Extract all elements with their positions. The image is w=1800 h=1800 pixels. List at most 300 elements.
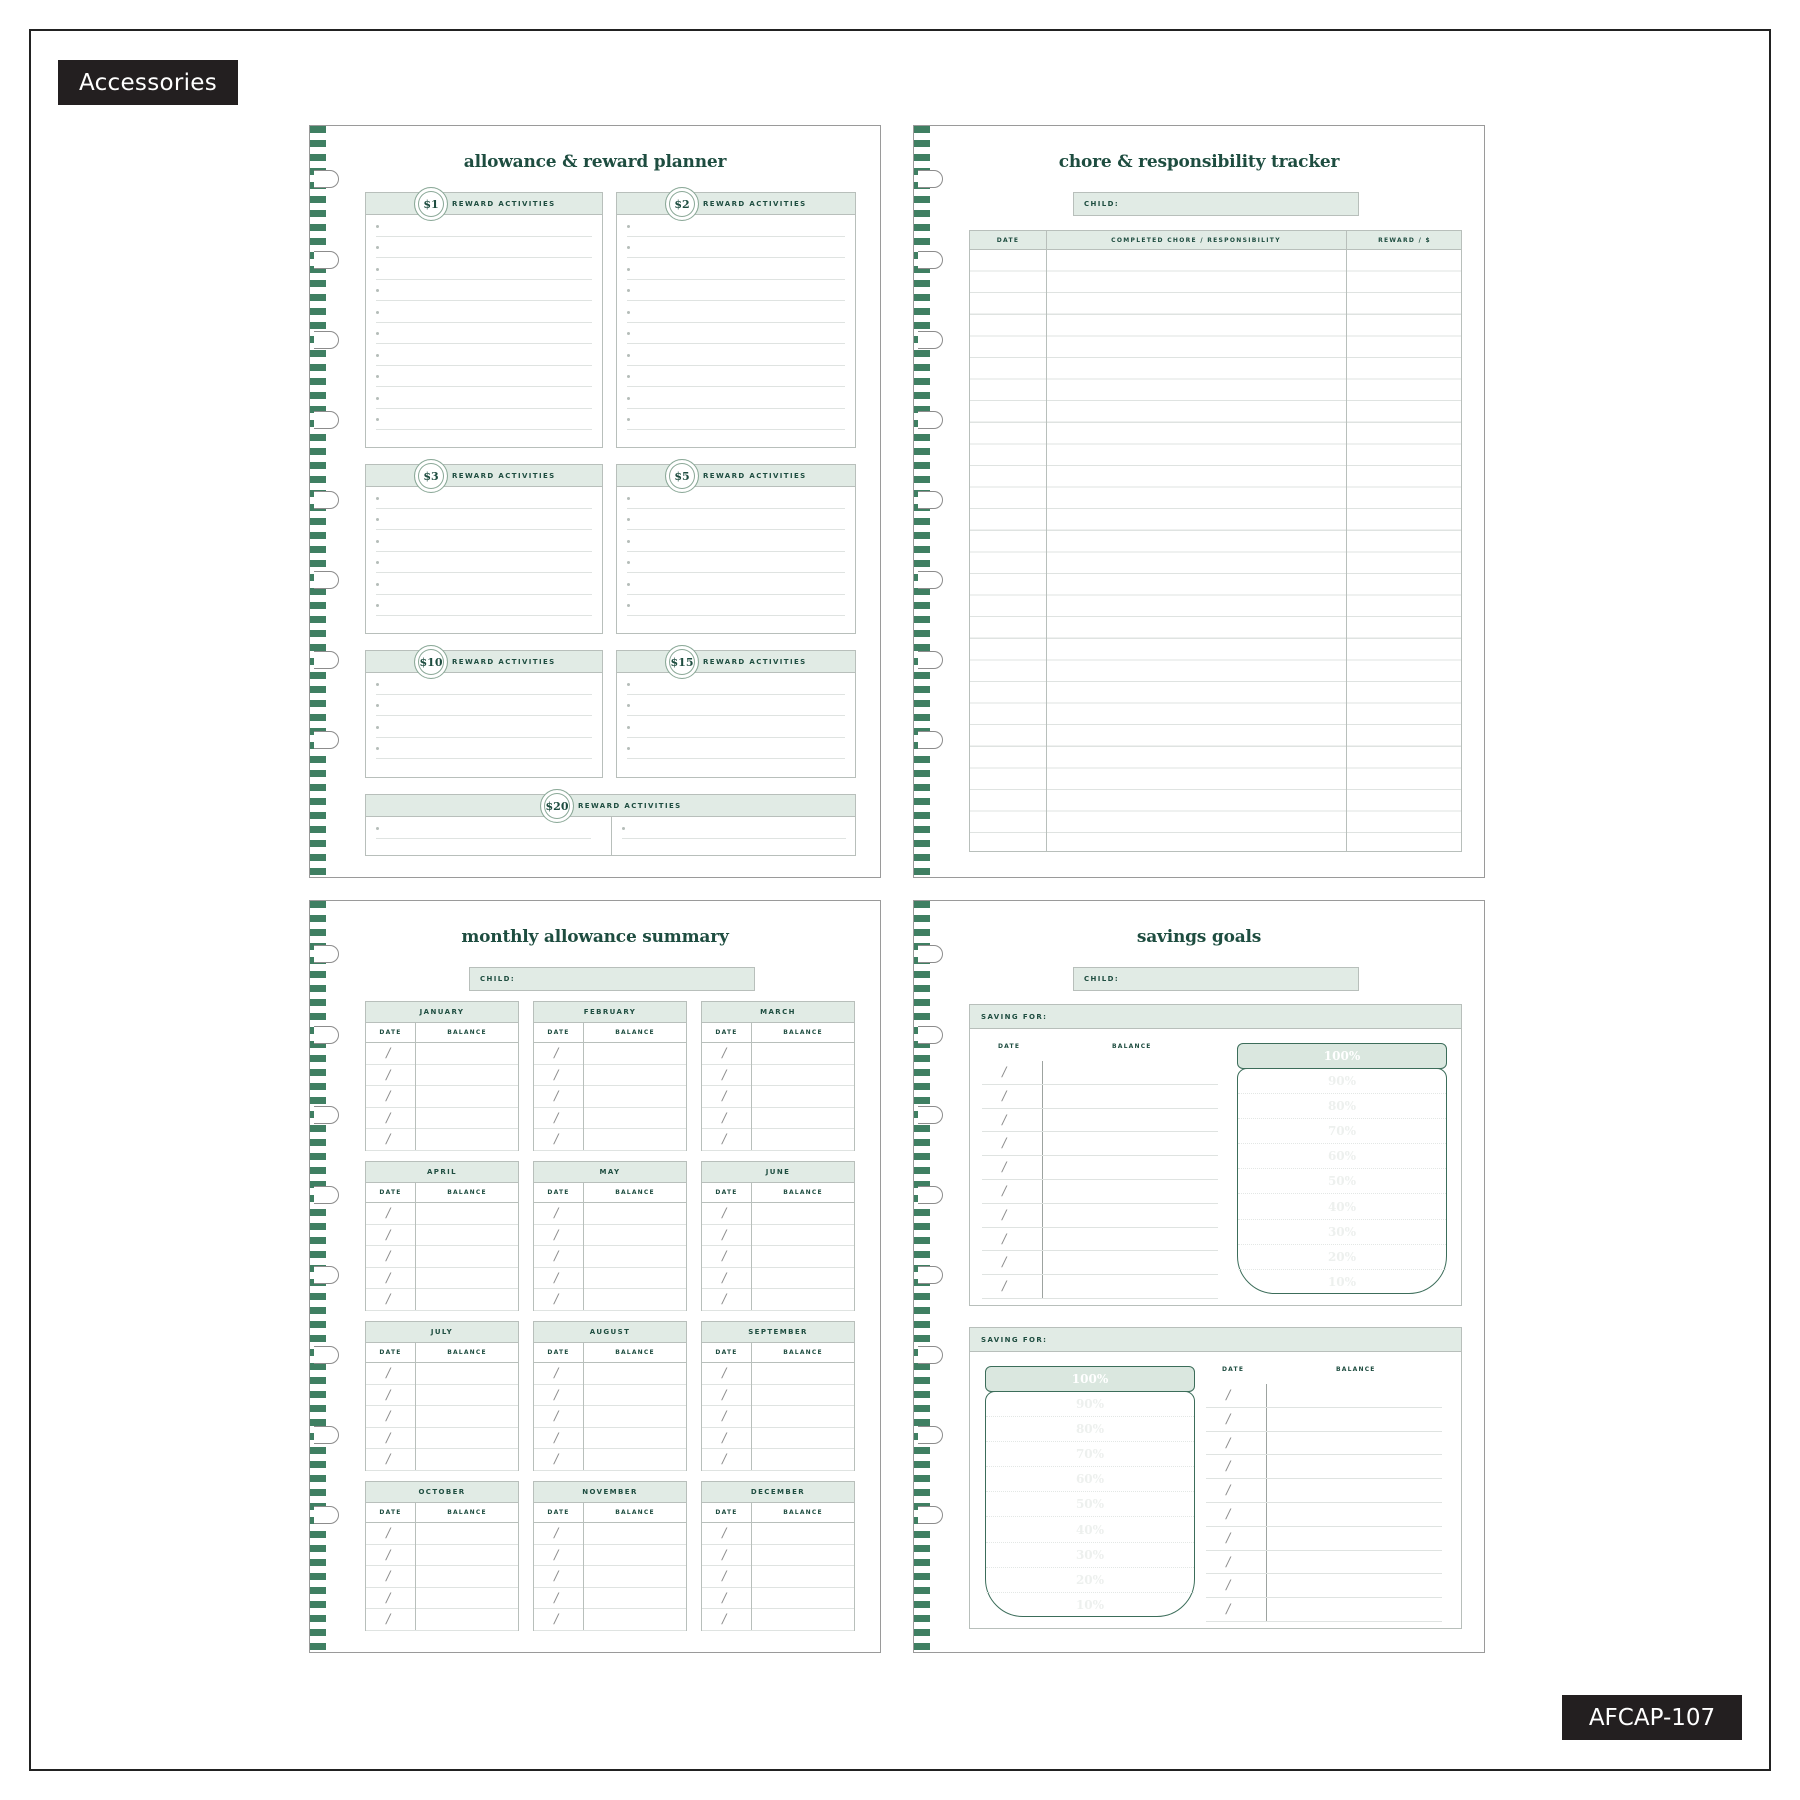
date-slash: / [1224, 1506, 1232, 1522]
date-slash: / [1224, 1530, 1232, 1546]
entry-row[interactable] [534, 1129, 686, 1151]
date-slash: / [552, 1132, 560, 1147]
activity-line[interactable] [376, 280, 592, 302]
entry-row[interactable] [366, 1065, 518, 1087]
saving-for-field[interactable] [970, 1328, 1461, 1352]
jar-level-label: 70% [986, 1442, 1194, 1467]
activity-line[interactable] [376, 387, 592, 409]
date-slash: / [1000, 1136, 1008, 1152]
ledger-row[interactable] [982, 1156, 1218, 1180]
binder-ring [314, 1426, 339, 1444]
month-name: JANUARY [419, 1008, 465, 1016]
date-slash: / [552, 1526, 560, 1541]
month-header [534, 1482, 686, 1503]
reward-box [616, 464, 856, 634]
ledger-row[interactable] [982, 1180, 1218, 1204]
month-columns [534, 1183, 686, 1203]
balance-label: BALANCE [447, 1029, 487, 1036]
activity-line[interactable] [376, 237, 592, 259]
activity-line[interactable] [627, 323, 845, 345]
month-header [702, 1002, 854, 1023]
binder-ring [314, 945, 339, 963]
binder-ring [918, 170, 943, 188]
binder-ring [918, 731, 943, 749]
entry-row[interactable] [366, 1449, 518, 1471]
month-box [533, 1321, 687, 1471]
date-label: DATE [715, 1509, 738, 1516]
child-field[interactable] [1073, 967, 1359, 991]
entry-row[interactable] [534, 1588, 686, 1610]
activity-line[interactable] [627, 344, 845, 366]
entry-row[interactable] [534, 1225, 686, 1247]
activity-line[interactable] [376, 344, 592, 366]
entry-row[interactable] [702, 1523, 854, 1545]
balance-label: BALANCE [1112, 1043, 1152, 1050]
reward-box-header [366, 651, 602, 673]
amount-badge: $15 [665, 645, 699, 679]
date-slash: / [552, 1547, 560, 1563]
entry-row[interactable] [702, 1289, 854, 1311]
entry-row[interactable] [702, 1268, 854, 1290]
entry-row[interactable] [702, 1545, 854, 1567]
entry-row[interactable] [534, 1268, 686, 1290]
activity-line[interactable] [627, 509, 845, 531]
balance-label: BALANCE [447, 1509, 487, 1516]
entry-row[interactable] [366, 1086, 518, 1108]
binder-ring [918, 491, 943, 509]
ledger-row[interactable] [982, 1085, 1218, 1109]
child-label: CHILD: [1084, 975, 1120, 983]
activity-line[interactable] [627, 716, 845, 738]
reward-box-header [617, 193, 855, 215]
jar-level-label: 80% [986, 1417, 1194, 1442]
date-slash: / [552, 1409, 560, 1424]
month-name: MAY [599, 1168, 621, 1176]
entry-row[interactable] [366, 1043, 518, 1065]
ledger-row[interactable] [1206, 1551, 1442, 1575]
balance-label: BALANCE [783, 1189, 823, 1196]
entry-row[interactable] [366, 1385, 518, 1407]
entry-row[interactable] [366, 1203, 518, 1225]
ledger-row[interactable] [982, 1061, 1218, 1085]
entry-row[interactable] [534, 1385, 686, 1407]
month-columns [702, 1503, 854, 1523]
activity-line[interactable] [627, 366, 845, 388]
date-slash: / [384, 1526, 392, 1541]
month-header [534, 1002, 686, 1023]
month-header [534, 1322, 686, 1343]
month-box [701, 1161, 855, 1311]
month-name: OCTOBER [418, 1488, 466, 1496]
date-slash: / [552, 1067, 560, 1083]
entry-row[interactable] [366, 1406, 518, 1428]
entry-row[interactable] [702, 1566, 854, 1588]
activity-line[interactable] [627, 595, 845, 617]
entry-row[interactable] [702, 1428, 854, 1450]
activity-line[interactable] [376, 716, 592, 738]
date-slash: / [552, 1206, 560, 1221]
activity-line[interactable] [376, 409, 592, 431]
date-label: DATE [547, 1349, 570, 1356]
binder-ring [918, 1186, 943, 1204]
child-field[interactable] [1073, 192, 1359, 216]
binder-ring [314, 170, 339, 188]
binder-ring [314, 1346, 339, 1364]
date-slash: / [720, 1569, 728, 1584]
entry-row[interactable] [534, 1523, 686, 1545]
month-columns [534, 1023, 686, 1043]
activity-line[interactable] [376, 530, 592, 552]
date-slash: / [384, 1409, 392, 1424]
activity-line[interactable] [376, 695, 592, 717]
date-slash: / [720, 1206, 728, 1221]
jar-level-label: 50% [986, 1492, 1194, 1517]
reward-box-header [366, 795, 855, 817]
entry-row[interactable] [534, 1203, 686, 1225]
activity-line[interactable] [376, 509, 592, 531]
entry-row[interactable] [702, 1225, 854, 1247]
ledger-row[interactable] [1206, 1598, 1442, 1622]
jar-level-label: 10% [1327, 1275, 1357, 1290]
entry-row[interactable] [534, 1545, 686, 1567]
amount-badge: $5 [665, 459, 699, 493]
reward-box-header [617, 651, 855, 673]
entry-row[interactable] [366, 1609, 518, 1631]
reward-activities-label: REWARD ACTIVITIES [703, 200, 807, 208]
month-header [366, 1322, 518, 1343]
date-slash: / [720, 1366, 728, 1381]
date-slash: / [1224, 1459, 1232, 1475]
entry-row[interactable] [702, 1065, 854, 1087]
jar-level-label: 100% [1071, 1372, 1109, 1386]
month-columns [534, 1343, 686, 1363]
entry-row[interactable] [366, 1268, 518, 1290]
binder-ring [314, 491, 339, 509]
activity-line[interactable] [627, 258, 845, 280]
ledger-row[interactable] [1206, 1455, 1442, 1479]
date-slash: / [552, 1569, 560, 1584]
date-slash: / [384, 1292, 392, 1307]
entry-row[interactable] [366, 1108, 518, 1130]
entry-row[interactable] [702, 1108, 854, 1130]
month-header [702, 1322, 854, 1343]
jar-level-label: 30% [986, 1543, 1194, 1568]
date-slash: / [720, 1590, 728, 1606]
column-header-reward: REWARD / $ [1378, 237, 1431, 244]
date-label: DATE [379, 1189, 402, 1196]
activity-line[interactable] [627, 552, 845, 574]
month-header [702, 1162, 854, 1183]
reward-activities-label: REWARD ACTIVITIES [578, 802, 682, 810]
entry-row[interactable] [534, 1289, 686, 1311]
activity-line[interactable] [376, 817, 591, 839]
activity-line[interactable] [376, 738, 592, 760]
balance-label: BALANCE [615, 1029, 655, 1036]
month-columns [534, 1503, 686, 1523]
reward-planner-page [309, 125, 881, 878]
entry-row[interactable] [366, 1566, 518, 1588]
month-box [533, 1481, 687, 1631]
date-slash: / [384, 1430, 392, 1446]
month-box [533, 1161, 687, 1311]
binder-ring [918, 651, 943, 669]
jar-level-label: 20% [1238, 1245, 1446, 1270]
entry-row[interactable] [702, 1406, 854, 1428]
amount-badge: $20 [540, 789, 574, 823]
page-title: savings goals [1136, 927, 1262, 947]
month-header [702, 1482, 854, 1503]
entry-row[interactable] [534, 1108, 686, 1130]
entry-row[interactable] [534, 1449, 686, 1471]
entry-row[interactable] [534, 1406, 686, 1428]
activity-line[interactable] [627, 673, 845, 695]
table-rows[interactable] [970, 250, 1461, 851]
child-label: CHILD: [1084, 200, 1120, 208]
month-columns [366, 1183, 518, 1203]
binder-ring [918, 1506, 943, 1524]
activity-line[interactable] [627, 530, 845, 552]
entry-row[interactable] [534, 1609, 686, 1631]
entry-row[interactable] [366, 1523, 518, 1545]
activity-lines [376, 817, 591, 839]
activity-line[interactable] [627, 487, 845, 509]
date-slash: / [384, 1612, 392, 1627]
jar-level-label: 30% [1238, 1220, 1446, 1245]
saving-for-field[interactable] [970, 1005, 1461, 1029]
activity-line[interactable] [622, 817, 846, 839]
date-label: DATE [715, 1349, 738, 1356]
ledger-row[interactable] [1206, 1408, 1442, 1432]
date-slash: / [720, 1249, 728, 1264]
activity-lines [622, 817, 846, 839]
date-slash: / [384, 1249, 392, 1264]
savings-goal-box [969, 1327, 1462, 1629]
binder-ring [918, 1266, 943, 1284]
balance-label: BALANCE [447, 1349, 487, 1356]
date-slash: / [1000, 1183, 1008, 1199]
jar-level-label: 40% [1238, 1194, 1446, 1219]
activity-line[interactable] [627, 738, 845, 760]
ledger-row[interactable] [1206, 1527, 1442, 1551]
amount-badge: $10 [414, 645, 448, 679]
activity-line[interactable] [376, 366, 592, 388]
date-label: DATE [715, 1189, 738, 1196]
date-slash: / [384, 1067, 392, 1083]
month-columns [702, 1183, 854, 1203]
date-slash: / [720, 1089, 728, 1104]
month-name: FEBRUARY [583, 1008, 637, 1016]
jar-level-label: 60% [986, 1467, 1194, 1492]
date-slash: / [384, 1132, 392, 1147]
entry-row[interactable] [702, 1588, 854, 1610]
entry-row[interactable] [702, 1449, 854, 1471]
date-slash: / [720, 1110, 728, 1126]
activity-line[interactable] [627, 409, 845, 431]
date-slash: / [1000, 1065, 1008, 1080]
entry-row[interactable] [702, 1203, 854, 1225]
activity-line[interactable] [376, 573, 592, 595]
ledger-row[interactable] [1206, 1384, 1442, 1408]
activity-line[interactable] [376, 323, 592, 345]
jar-lid [1237, 1043, 1447, 1069]
month-box [365, 1481, 519, 1631]
entry-row[interactable] [702, 1086, 854, 1108]
entry-row[interactable] [534, 1065, 686, 1087]
month-box [365, 1001, 519, 1151]
entry-row[interactable] [702, 1043, 854, 1065]
jar-level-label: 100% [1323, 1049, 1361, 1063]
binder-ring [314, 651, 339, 669]
entry-row[interactable] [366, 1545, 518, 1567]
activity-line[interactable] [376, 673, 592, 695]
date-slash: / [720, 1046, 728, 1061]
column-header-date: DATE [996, 237, 1020, 244]
reward-box [616, 192, 856, 448]
entry-row[interactable] [366, 1363, 518, 1385]
entry-row[interactable] [702, 1246, 854, 1268]
month-name: AUGUST [589, 1328, 631, 1336]
ledger-row[interactable] [1206, 1503, 1442, 1527]
date-slash: / [552, 1430, 560, 1446]
activity-line[interactable] [627, 237, 845, 259]
date-slash: / [384, 1452, 392, 1467]
entry-row[interactable] [702, 1363, 854, 1385]
reward-box-wide [365, 794, 856, 856]
jar-level-label: 90% [986, 1392, 1194, 1417]
reward-box [365, 464, 603, 634]
entry-row[interactable] [702, 1385, 854, 1407]
ledger-row[interactable] [982, 1251, 1218, 1275]
activity-line[interactable] [376, 552, 592, 574]
category-tag: Accessories [58, 60, 238, 105]
entry-row[interactable] [366, 1246, 518, 1268]
binder-ring [918, 945, 943, 963]
date-slash: / [552, 1227, 560, 1243]
page-title: chore & responsibility tracker [1058, 152, 1340, 172]
month-box [365, 1161, 519, 1311]
date-slash: / [384, 1547, 392, 1563]
date-slash: / [552, 1089, 560, 1104]
monthly-summary-page [309, 900, 881, 1653]
entry-row[interactable] [702, 1129, 854, 1151]
date-slash: / [1224, 1483, 1232, 1499]
month-columns [366, 1343, 518, 1363]
month-header [366, 1002, 518, 1023]
activity-line[interactable] [627, 301, 845, 323]
entry-row[interactable] [366, 1588, 518, 1610]
ledger-row[interactable] [982, 1275, 1218, 1299]
savings-goal-box [969, 1004, 1462, 1306]
ledger-row[interactable] [982, 1228, 1218, 1252]
month-name: JULY [430, 1328, 454, 1336]
activity-line[interactable] [627, 280, 845, 302]
entry-row[interactable] [366, 1225, 518, 1247]
entry-row[interactable] [702, 1609, 854, 1631]
date-slash: / [384, 1046, 392, 1061]
entry-row[interactable] [366, 1428, 518, 1450]
reward-box [616, 650, 856, 778]
activity-line[interactable] [376, 258, 592, 280]
ledger-row[interactable] [982, 1204, 1218, 1228]
jar-lid [985, 1366, 1195, 1392]
balance-ledger [1206, 1366, 1442, 1626]
activity-line[interactable] [627, 215, 845, 237]
reward-activities-label: REWARD ACTIVITIES [703, 658, 807, 666]
binder-ring [314, 1106, 339, 1124]
entry-row[interactable] [534, 1086, 686, 1108]
activity-line[interactable] [627, 387, 845, 409]
balance-label: BALANCE [1336, 1366, 1376, 1373]
entry-row[interactable] [534, 1428, 686, 1450]
date-label: DATE [715, 1029, 738, 1036]
date-slash: / [1000, 1279, 1008, 1295]
page-title: allowance & reward planner [463, 152, 727, 172]
child-field[interactable] [469, 967, 755, 991]
amount-badge: $2 [665, 187, 699, 221]
activity-lines [627, 673, 845, 759]
savings-goals-page [913, 900, 1485, 1653]
activity-line[interactable] [376, 301, 592, 323]
jar-level-label: 40% [986, 1517, 1194, 1542]
date-slash: / [1000, 1207, 1008, 1223]
date-slash: / [720, 1132, 728, 1147]
activity-line[interactable] [376, 215, 592, 237]
image-frame [29, 29, 1771, 1771]
ledger-row[interactable] [1206, 1432, 1442, 1456]
chore-tracker-page [913, 125, 1485, 878]
date-slash: / [720, 1430, 728, 1446]
child-label: CHILD: [480, 975, 516, 983]
binder-ring [314, 731, 339, 749]
activity-line[interactable] [627, 695, 845, 717]
entry-row[interactable] [534, 1566, 686, 1588]
reward-activities-label: REWARD ACTIVITIES [452, 472, 556, 480]
month-name: JUNE [765, 1168, 791, 1176]
date-slash: / [1224, 1388, 1232, 1403]
date-slash: / [552, 1249, 560, 1264]
entry-row[interactable] [534, 1363, 686, 1385]
activity-line[interactable] [627, 573, 845, 595]
saving-for-label: SAVING FOR: [981, 1012, 1048, 1021]
binder-ring [918, 251, 943, 269]
ledger-row[interactable] [982, 1132, 1218, 1156]
jar-level-label: 20% [986, 1568, 1194, 1593]
entry-row[interactable] [366, 1289, 518, 1311]
ledger-row[interactable] [1206, 1479, 1442, 1503]
ledger-row[interactable] [982, 1109, 1218, 1133]
ledger-row[interactable] [1206, 1574, 1442, 1598]
entry-row[interactable] [534, 1246, 686, 1268]
activity-line[interactable] [376, 487, 592, 509]
column-header-chore: COMPLETED CHORE / RESPONSIBILITY [1111, 237, 1281, 244]
date-slash: / [720, 1547, 728, 1563]
binder-ring [314, 1266, 339, 1284]
activity-lines [627, 215, 845, 430]
balance-label: BALANCE [615, 1509, 655, 1516]
balance-label: BALANCE [615, 1349, 655, 1356]
date-slash: / [720, 1270, 728, 1286]
entry-row[interactable] [534, 1043, 686, 1065]
activity-line[interactable] [376, 595, 592, 617]
date-slash: / [720, 1526, 728, 1541]
date-slash: / [1000, 1088, 1008, 1104]
binder-ring [314, 1186, 339, 1204]
amount-badge: $3 [414, 459, 448, 493]
entry-row[interactable] [366, 1129, 518, 1151]
date-slash: / [1224, 1435, 1232, 1451]
product-code-tag: AFCAP-107 [1562, 1695, 1742, 1740]
reward-box [365, 650, 603, 778]
